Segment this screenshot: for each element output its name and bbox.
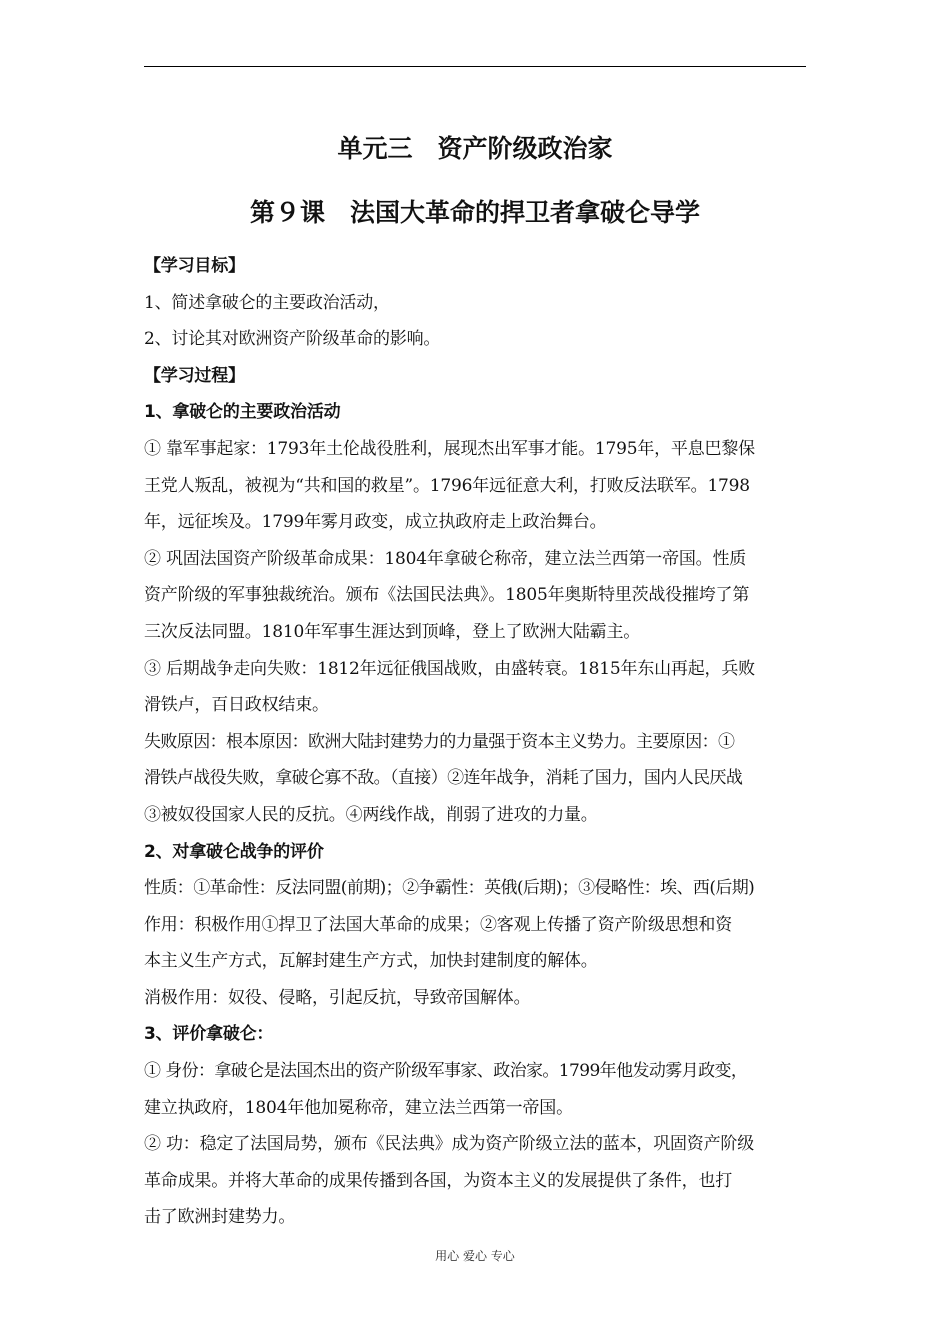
lesson-title: 第９课 法国大革命的捍卫者拿破仑导学: [249, 198, 700, 227]
document-body: [144, 248, 806, 1236]
text-line: 2、讨论其对欧洲资产阶级革命的影响。: [144, 329, 441, 350]
section-heading: 1、拿破仑的主要政治活动: [144, 402, 341, 423]
text-line: ② 巩固法国资产阶级革命成果：1804年拿破仑称帝，建立法兰西第一帝国。性质: [144, 548, 747, 569]
unit-title: 单元三 资产阶级政治家: [337, 134, 613, 163]
text-line: ③ 后期战争走向失败：1812年远征俄国战败，由盛转衰。1815年东山再起，兵败: [144, 658, 755, 679]
text-line: ③被奴役国家人民的反抗。④两线作战，削弱了进攻的力量。: [144, 804, 598, 825]
text-line: 三次反法同盟。1810年军事生涯达到顶峰，登上了欧洲大陆霸主。: [144, 621, 641, 642]
text-line: 1、简述拿破仑的主要政治活动，: [144, 292, 390, 313]
text-line: 年，远征埃及。1799年雾月政变，成立执政府走上政治舞台。: [144, 512, 607, 533]
text-line: 击了欧洲封建势力。: [144, 1207, 296, 1228]
text-line: 消极作用：奴役、侵略，引起反抗，导致帝国解体。: [144, 987, 531, 1008]
section-heading: 3、评价拿破仑：: [144, 1024, 274, 1045]
section-heading: 2、对拿破仑战争的评价: [144, 841, 324, 862]
text-line: 本主义生产方式，瓦解封建生产方式，加快封建制度的解体。: [144, 951, 598, 972]
text-line: 滑铁卢，百日政权结束。: [144, 695, 329, 716]
header-rule: [144, 66, 806, 67]
text-line: 资产阶级的军事独裁统治。颁布《法国民法典》。1805年奥斯特里茨战役摧垮了第: [144, 585, 750, 606]
text-line: 性质：①革命性：反法同盟(前期)；②争霸性：英俄(后期)；③侵略性：埃、西(后期): [144, 878, 755, 899]
section-heading: 【学习目标】: [144, 256, 245, 276]
page-footer: 用心 爱心 专心: [435, 1249, 515, 1263]
text-line: 失败原因：根本原因：欧洲大陆封建势力的力量强于资本主义势力。主要原因：①: [144, 731, 735, 752]
text-line: 革命成果。并将大革命的成果传播到各国，为资本主义的发展提供了条件，也打: [144, 1170, 732, 1191]
text-line: 建立执政府，1804年他加冕称帝，建立法兰西第一帝国。: [144, 1097, 573, 1118]
text-line: ② 功：稳定了法国局势，颁布《民法典》成为资产阶级立法的蓝本，巩固资产阶级: [144, 1134, 755, 1155]
text-line: 滑铁卢战役失败，拿破仑寡不敌。（直接）②连年战争，消耗了国力，国内人民厌战: [144, 768, 743, 789]
text-line: 作用：积极作用①捍卫了法国大革命的成果；②客观上传播了资产阶级思想和资: [144, 914, 732, 935]
text-line: ① 靠军事起家：1793年土伦战役胜利，展现杰出军事才能。1795年，平息巴黎保: [144, 438, 755, 459]
text-line: 王党人叛乱，被视为“共和国的救星”。1796年远征意大利，打败反法联军。1798: [144, 475, 750, 496]
section-heading: 【学习过程】: [144, 365, 245, 386]
text-line: ① 身份：拿破仑是法国杰出的资产阶级军事家、政治家。1799年他发动雾月政变，: [144, 1061, 748, 1082]
